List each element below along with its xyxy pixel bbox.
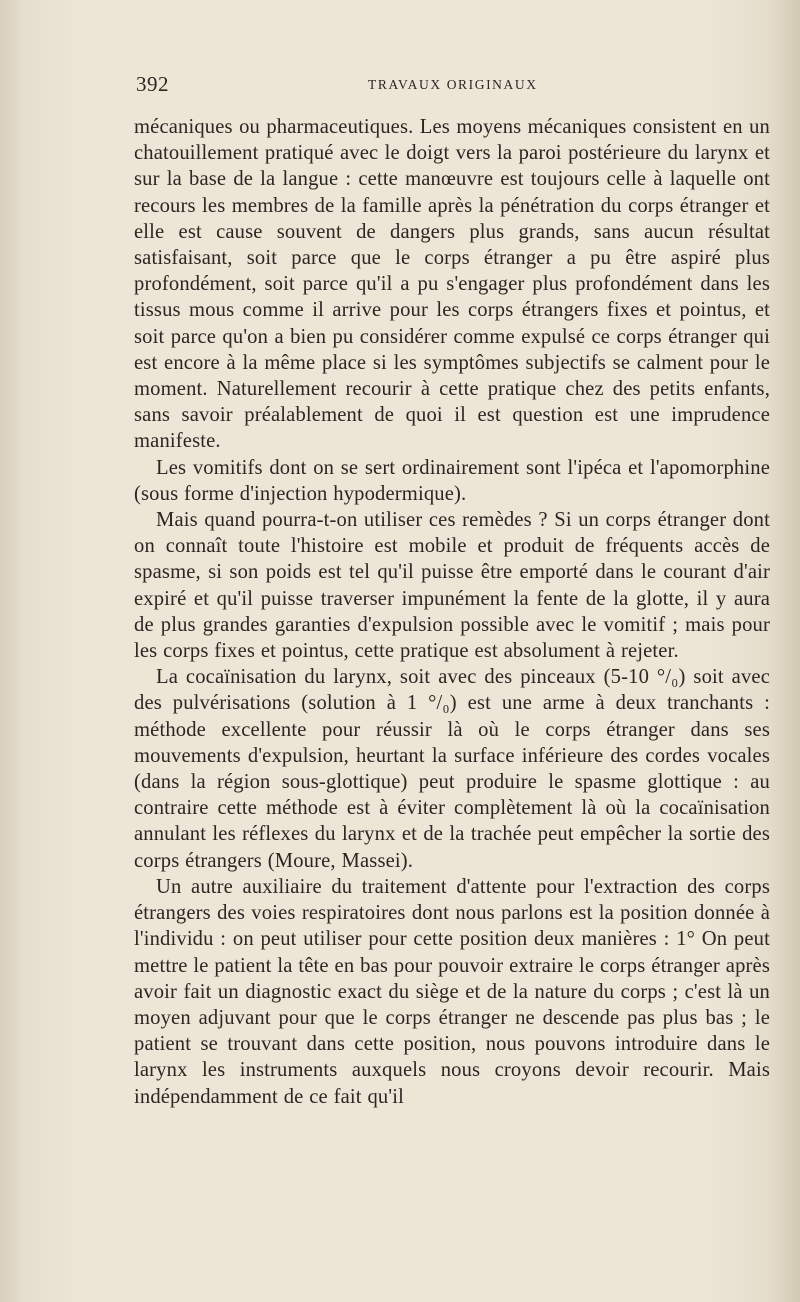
paragraph-cocainisation: La cocaïnisation du larynx, soit avec des pinceaux (5-10 °/₀) soit avec des pulvérisations (solution à 1 °/₀) est une arme à deux tranchants : méthode excellente pour réussir là où le corps étranger dans ses mouvements d'expulsion, heurtant la surface inférieure des cordes vocales (dans la région sous-glottique) peut produire le spasme glottique : au contraire cette méthode est à éviter complètement là où la cocaïnisation annulant les réflexes du larynx et de la trachée peut empêcher la sortie des corps étrangers (Moure, Massei). xyxy=(134,666,770,872)
paragraph-vomitifs: Les vomitifs dont on se sert ordinairement sont l'ipéca et l'apomorphine (sous forme d'injection hypodermique). xyxy=(134,456,770,505)
paragraph-continuation: mécaniques ou pharmaceutiques. Les moyens mécaniques consistent en un chatouillement pratiqué avec le doigt vers la paroi postérieure du larynx et sur la base de la langue : cette manœuvre est toujours celle à laquelle ont recours les membres de la famille après la pénétration du corps étranger et elle est cause souvent de dangers plus grands, sans aucun résultat satisfaisant, soit parce que le corps étranger a pu être aspiré plus profondément, soit parce qu'il a pu s'engager plus profondément dans les tissus mous comme il arrive pour les corps étrangers fixes et pointus, et soit parce qu'on a bien pu considérer comme expulsé ce corps étranger qui est encore à la même place si les symptômes subjectifs se calment pour le moment. Naturellement recourir à cette pratique chez des petits enfants, sans savoir préalablement de quoi il est question est une imprudence manifeste. xyxy=(134,116,770,453)
page-number: 392 xyxy=(136,72,169,96)
paragraph-remedes: Mais quand pourra-t-on utiliser ces remèdes ? Si un corps étranger dont on connaît toute l'histoire est mobile et produit de fréquents accès de spasme, si son poids est tel qu'il puisse être emporté dans le courant d'air expiré et qu'il puisse traverser impunément la fente de la glotte, il y aura de plus grandes garanties d'expulsion possible avec le vomitif ; mais pour les corps fixes et pointus, cette pratique est absolument à rejeter. xyxy=(134,509,770,663)
body-text xyxy=(134,114,770,1110)
running-title: TRAVAUX ORIGINAUX xyxy=(368,77,538,92)
paragraph-position: Un autre auxiliaire du traitement d'attente pour l'extraction des corps étrangers des voies respiratoires dont nous parlons est la position donnée à l'individu : on peut utiliser pour cette position deux manières : 1° On peut mettre le patient la tête en bas pour pouvoir extraire le corps étranger après avoir fait un diagnostic exact du siège et de la nature du corps ; c'est là un moyen adjuvant pour que le corps étranger ne descende pas plus bas ; le patient se trouvant dans cette position, nous pouvons introduire dans le larynx les instruments auxquels nous croyons devoir recourir. Mais indépendamment de ce fait qu'il xyxy=(134,875,770,1108)
page-header xyxy=(136,72,768,100)
